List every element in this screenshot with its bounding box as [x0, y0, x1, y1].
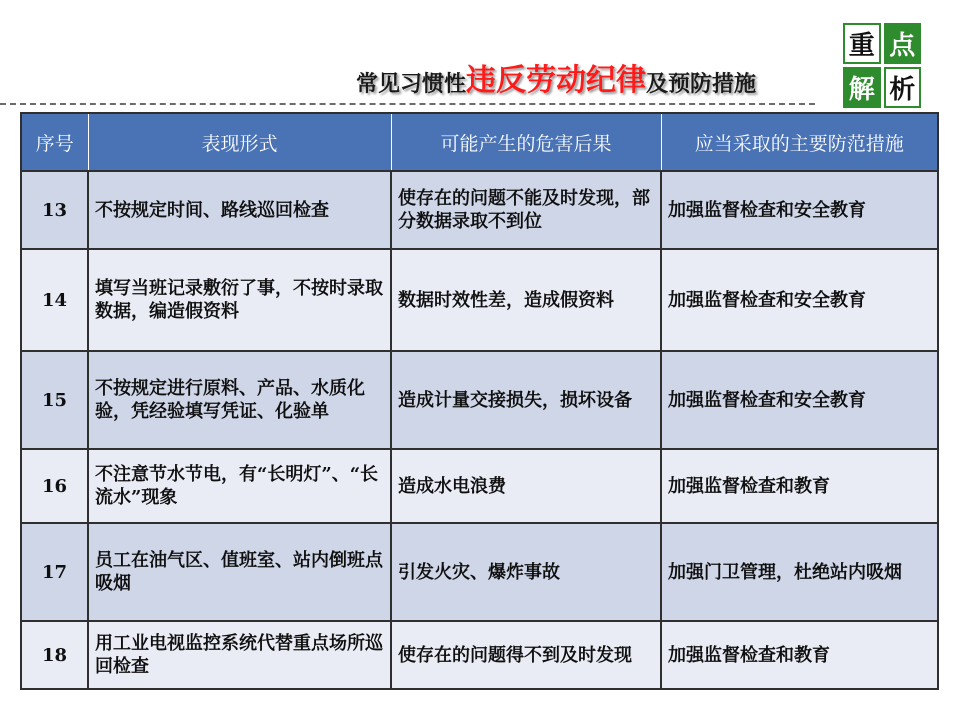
cell-number: 18 [21, 621, 88, 689]
title-part-3: 及预防措施 [646, 72, 757, 97]
column-header-number: 序号 [21, 113, 88, 171]
table-header-row [21, 113, 938, 171]
cell-measure: 加强监督检查和教育 [661, 621, 938, 689]
cell-form: 不按规定时间、路线巡回检查 [88, 171, 391, 249]
cell-form: 不注意节水节电，有“长明灯”、“长流水”现象 [88, 449, 391, 523]
cell-form: 用工业电视监控系统代替重点场所巡回检查 [88, 621, 391, 689]
table-row [21, 621, 938, 689]
badge-char-4: 析 [884, 67, 922, 108]
badge-char-1: 重 [843, 23, 881, 64]
cell-measure: 加强监督检查和教育 [661, 449, 938, 523]
table-row [21, 171, 938, 249]
cell-harm: 使存在的问题得不到及时发现 [391, 621, 661, 689]
dashed-divider [0, 103, 815, 105]
badge-char-3: 解 [843, 67, 881, 108]
cell-harm: 数据时效性差，造成假资料 [391, 249, 661, 351]
cell-number: 16 [21, 449, 88, 523]
cell-measure: 加强监督检查和安全教育 [661, 171, 938, 249]
cell-number: 15 [21, 351, 88, 449]
table-row [21, 351, 938, 449]
table-row [21, 523, 938, 621]
cell-measure: 加强监督检查和安全教育 [661, 351, 938, 449]
cell-form: 员工在油气区、值班室、站内倒班点吸烟 [88, 523, 391, 621]
cell-harm: 造成水电浪费 [391, 449, 661, 523]
column-header-harm: 可能产生的危害后果 [391, 113, 661, 171]
table-row [21, 249, 938, 351]
title-part-1: 常见习惯性 [356, 72, 467, 97]
cell-harm: 使存在的问题不能及时发现，部分数据录取不到位 [391, 171, 661, 249]
cell-harm: 造成计量交接损失，损坏设备 [391, 351, 661, 449]
table-row [21, 449, 938, 523]
cell-form: 填写当班记录敷衍了事，不按时录取数据，编造假资料 [88, 249, 391, 351]
page-title [356, 58, 756, 98]
measures-table [20, 112, 939, 690]
column-header-form: 表现形式 [88, 113, 391, 171]
cell-number: 13 [21, 171, 88, 249]
title-part-2-highlight: 违反劳动纪律 [466, 63, 647, 98]
cell-measure: 加强门卫管理，杜绝站内吸烟 [661, 523, 938, 621]
key-analysis-badge [843, 23, 921, 103]
column-header-measure: 应当采取的主要防范措施 [661, 113, 938, 171]
cell-form: 不按规定进行原料、产品、水质化验，凭经验填写凭证、化验单 [88, 351, 391, 449]
cell-number: 14 [21, 249, 88, 351]
cell-measure: 加强监督检查和安全教育 [661, 249, 938, 351]
cell-number: 17 [21, 523, 88, 621]
cell-harm: 引发火灾、爆炸事故 [391, 523, 661, 621]
badge-char-2: 点 [884, 23, 922, 64]
